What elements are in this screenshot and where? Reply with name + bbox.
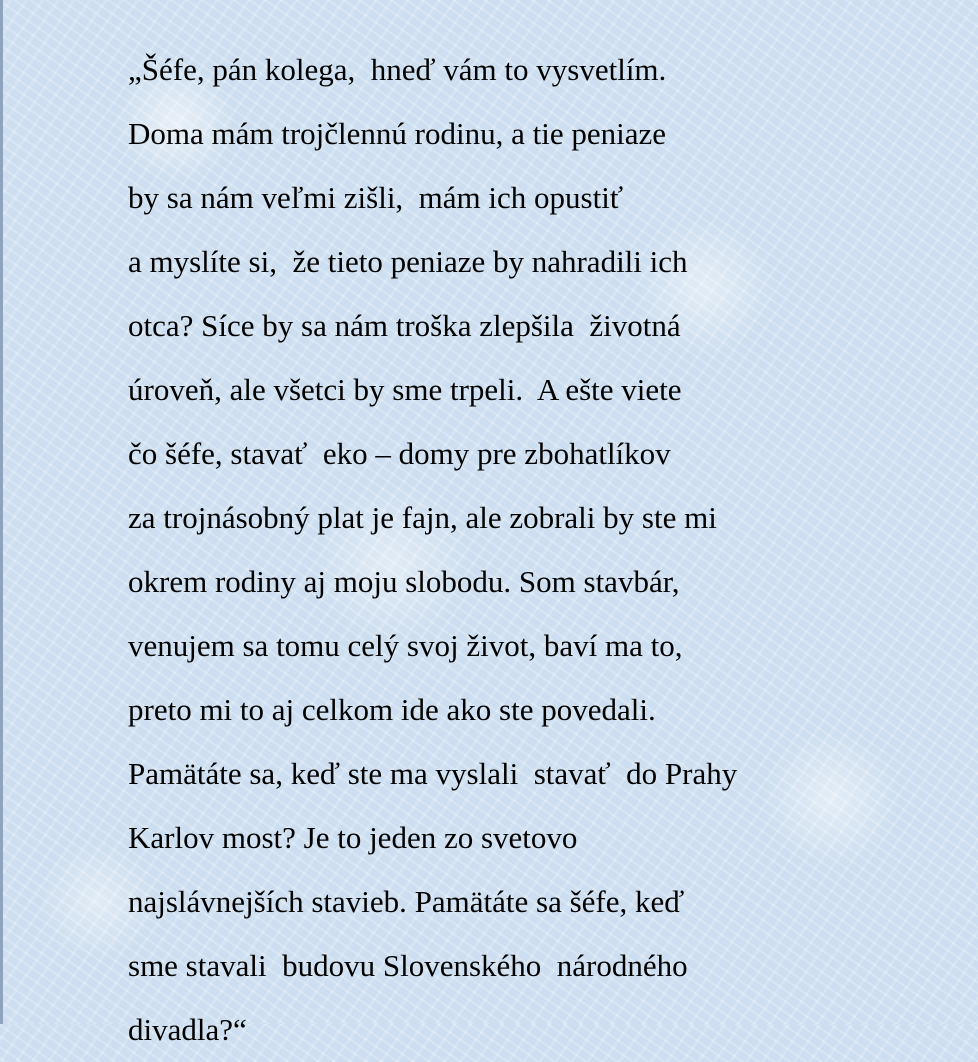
text-line: venujem sa tomu celý svoj život, baví ma to, (128, 628, 683, 663)
text-line: divadla?“ (128, 1012, 247, 1047)
text-line: úroveň, ale všetci by sme trpeli. A ešte viete (128, 372, 682, 407)
text-line: by sa nám veľmi zišli, mám ich opustiť (128, 180, 624, 215)
text-line: „Šéfe, pán kolega, hneď vám to vysvetlím. (128, 52, 667, 87)
page-left-border (0, 0, 3, 1024)
text-line: čo šéfe, stavať eko – domy pre zbohatlíkov (128, 436, 671, 471)
text-line: okrem rodiny aj moju slobodu. Som stavbár, (128, 564, 680, 599)
text-line: sme stavali budovu Slovenského národného (128, 948, 688, 983)
text-line: Doma mám trojčlennú rodinu, a tie peniaze (128, 116, 667, 151)
text-line: Pamätáte sa, keď ste ma vyslali stavať do Prahy (128, 756, 738, 791)
text-line: otca? Síce by sa nám troška zlepšila životná (128, 308, 681, 343)
document-text (128, 38, 928, 1062)
text-line: Karlov most? Je to jeden zo svetovo (128, 820, 578, 855)
text-line: a myslíte si, že tieto peniaze by nahradili ich (128, 244, 688, 279)
text-line: najslávnejších stavieb. Pamätáte sa šéfe, keď (128, 884, 685, 919)
text-line: za trojnásobný plat je fajn, ale zobrali by ste mi (128, 500, 717, 535)
text-line: preto mi to aj celkom ide ako ste povedali. (128, 692, 656, 727)
